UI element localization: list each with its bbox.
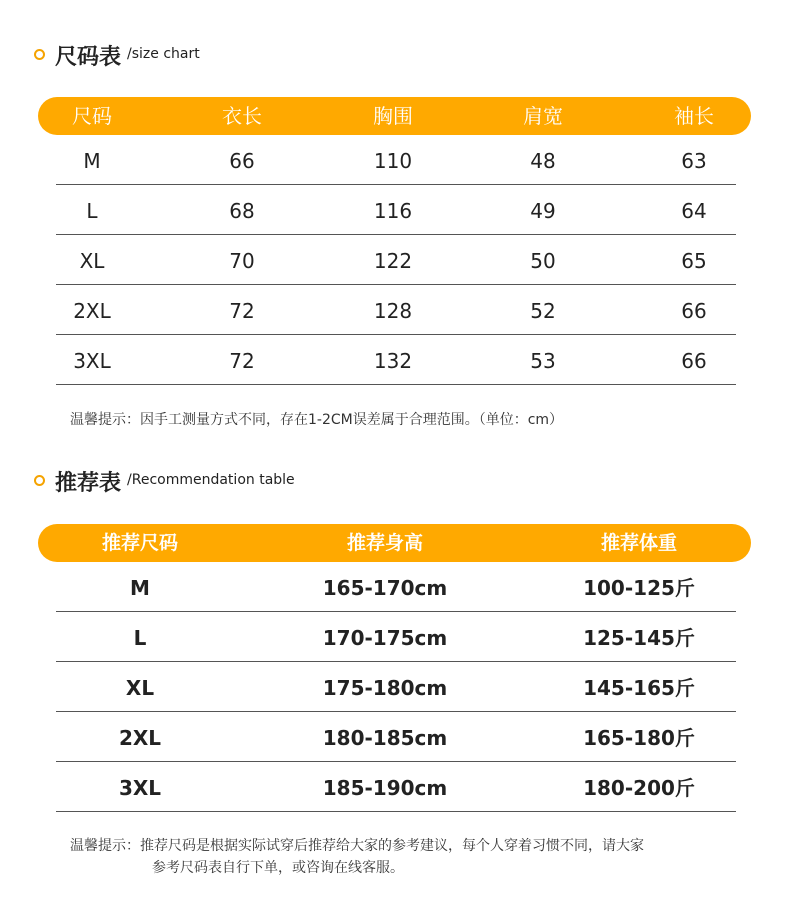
bullet-circle-icon	[34, 49, 45, 60]
cell-sleeve: 63	[681, 149, 707, 173]
recommendation-title-en: /Recommendation table	[127, 472, 295, 488]
cell-chest: 128	[373, 299, 413, 323]
recommendation-header	[38, 524, 751, 562]
cell-sleeve: 66	[681, 349, 707, 373]
cell-size: L	[86, 199, 98, 223]
recommendation-note	[70, 835, 644, 879]
cell-sleeve: 66	[681, 299, 707, 323]
recommendation-note-line1: 温馨提示：推荐尺码是根据实际试穿后推荐给大家的参考建议，每个人穿着习惯不同，请大家	[70, 838, 644, 854]
cell-rec-height: 185-190cm	[322, 776, 448, 800]
cell-chest: 110	[373, 149, 413, 173]
cell-shoulder: 50	[530, 249, 556, 273]
table-row	[56, 334, 736, 385]
cell-sleeve: 64	[681, 199, 707, 223]
cell-chest: 132	[373, 349, 413, 373]
cell-size: 2XL	[73, 299, 111, 323]
size-chart-note: 温馨提示：因手工测量方式不同，存在1-2CM误差属于合理范围。（单位：cm）	[70, 412, 564, 428]
cell-shoulder: 52	[530, 299, 556, 323]
cell-rec-height: 170-175cm	[322, 626, 448, 650]
cell-shoulder: 48	[530, 149, 556, 173]
cell-rec-weight: 145-165斤	[583, 676, 695, 700]
cell-rec-height: 180-185cm	[322, 726, 448, 750]
cell-rec-size: M	[130, 576, 150, 600]
cell-rec-size: 3XL	[118, 776, 162, 800]
recommendation-title	[34, 466, 295, 497]
cell-rec-weight: 100-125斤	[583, 576, 695, 600]
header-rec-height: 推荐身高	[346, 532, 424, 554]
size-chart-title-cn: 尺码表	[55, 45, 122, 70]
cell-chest: 122	[373, 249, 413, 273]
cell-sleeve: 65	[681, 249, 707, 273]
table-row	[56, 561, 736, 612]
table-row	[56, 661, 736, 712]
header-length: 衣长	[222, 104, 262, 128]
cell-length: 68	[229, 199, 255, 223]
cell-length: 72	[229, 349, 255, 373]
table-row	[56, 284, 736, 335]
cell-shoulder: 49	[530, 199, 556, 223]
header-size: 尺码	[72, 104, 112, 128]
size-chart-title	[34, 40, 200, 71]
cell-size: 3XL	[73, 349, 111, 373]
table-row	[56, 761, 736, 812]
cell-shoulder: 53	[530, 349, 556, 373]
bullet-circle-icon	[34, 475, 45, 486]
cell-rec-height: 175-180cm	[322, 676, 448, 700]
cell-rec-weight: 180-200斤	[583, 776, 695, 800]
cell-rec-weight: 125-145斤	[583, 626, 695, 650]
header-chest: 胸围	[373, 104, 413, 128]
cell-length: 72	[229, 299, 255, 323]
header-shoulder: 肩宽	[523, 104, 563, 128]
table-row	[56, 234, 736, 285]
header-sleeve: 袖长	[674, 104, 714, 128]
cell-size: M	[83, 149, 101, 173]
cell-size: XL	[79, 249, 105, 273]
header-rec-size: 推荐尺码	[101, 532, 179, 554]
table-row	[56, 611, 736, 662]
recommendation-title-cn: 推荐表	[55, 471, 122, 496]
header-rec-weight: 推荐体重	[600, 532, 678, 554]
table-row	[56, 134, 736, 185]
size-chart-title-en: /size chart	[127, 46, 200, 62]
cell-rec-height: 165-170cm	[322, 576, 448, 600]
size-chart-header	[38, 97, 751, 135]
cell-rec-weight: 165-180斤	[583, 726, 695, 750]
cell-rec-size: L	[133, 626, 147, 650]
recommendation-note-line2: 参考尺码表自行下单，或咨询在线客服。	[152, 860, 404, 876]
cell-chest: 116	[373, 199, 413, 223]
cell-rec-size: 2XL	[118, 726, 162, 750]
table-row	[56, 184, 736, 235]
table-row	[56, 711, 736, 762]
cell-length: 70	[229, 249, 255, 273]
cell-length: 66	[229, 149, 255, 173]
cell-rec-size: XL	[125, 676, 155, 700]
